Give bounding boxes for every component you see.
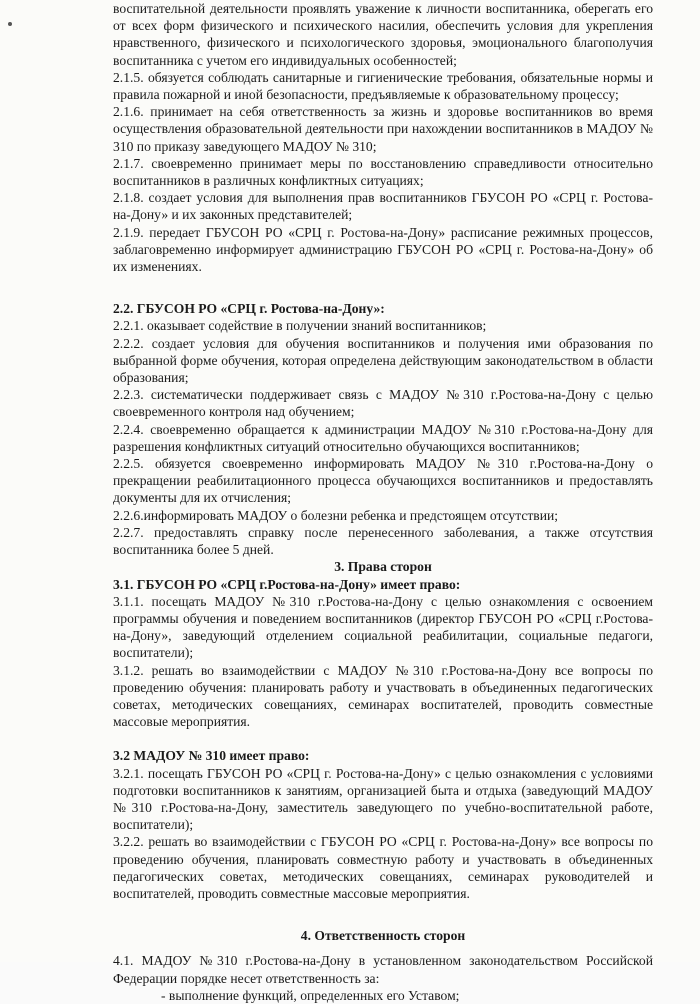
paragraph-2-2-4: 2.2.4. своевременно обращается к администрации МАДОУ №310 г.Ростова-на-Дону для разрешения конфликтных ситуаций относительно обучающихся воспитанников;: [113, 421, 653, 454]
section-4-title: 4. Ответственность сторон: [300, 928, 466, 944]
paragraph-intro: воспитательной деятельности проявлять уважение к личности воспитанника, оберегать его от всех форм физического и психического насилия, обеспечить условия для укрепления нравственного, физического и психологического здоровья, эмоционального благополучия воспитанника с учетом его индивидуальных особенностей;: [113, 1, 653, 68]
paragraph-3-2-1: 3.2.1. посещать ГБУСОН РО «СРЦ г. Ростова-на-Дону» с целью ознакомления с условиями подготовки воспитанников к занятиям, организацией быта и отдыха (заведующий МАДОУ №310 г.Ростова-на-Дону, заместитель заведующего по учебно-воспитательной работе, воспитатели);: [113, 765, 653, 833]
paragraph-4-1: 4.1. МАДОУ №310 г.Ростова-на-Дону в установленном законодательством Российской Федерации порядке несет ответственность за:: [113, 953, 653, 986]
spacer: [113, 902, 653, 919]
spacer: [113, 919, 653, 927]
paragraph-2-1-5: 2.1.5. обязуется соблюдать санитарные и гигиенические требования, обязательные нормы и правила пожарной и иной безопасности, предъявляемые к образовательному процессу;: [113, 69, 653, 103]
section-3-title: 3. Права сторон: [334, 559, 432, 575]
spacer: [113, 730, 653, 747]
paragraph-3-1-1: 3.1.1. посещать МАДОУ №310 г.Ростова-на-Дону с целью ознакомления с освоением программы обучения и поведением воспитанников (директор ГБУСОН РО «СРЦ г.Ростова-на-Дону», заведующий отделением социальной реабилитации, социальные педагоги, воспитатели);: [113, 593, 653, 661]
paragraph-2-1-6: 2.1.6. принимает на себя ответственность за жизнь и здоровье воспитанников во время осуществления образовательной деятельности при нахождении воспитанников в МАДОУ № 310 по приказу заведующего МАДОУ № 310;: [113, 104, 653, 154]
spacer: [113, 292, 653, 300]
paragraph-2-2-6: 2.2.6.информировать МАДОУ о болезни ребенка и предстоящем отсутствии;: [113, 507, 559, 523]
section-2-2-heading: 2.2. ГБУСОН РО «СРЦ г. Ростова-на-Дону»:: [113, 301, 385, 317]
paragraph-2-2-5: 2.2.5. обязуется своевременно информировать МАДОУ №310 г.Ростова-на-Дону о прекращении реабилитационного процесса обучающихся воспитанников и предоставлять документы для их отчисления;: [113, 456, 653, 506]
paragraph-3-2-2: 3.2.2. решать во взаимодействии с ГБУСОН РО «СРЦ г. Ростова-на-Дону» все вопросы по проведению обучения, планировать совместную работу и участвовать в объединенных педагогических советах, методических совещаниях, семинарах руководителей и воспитателей, проводить совместные массовые мероприятия.: [113, 834, 653, 901]
document-body: [113, 0, 653, 1004]
paragraph-2-1-7: 2.1.7. своевременно принимает меры по восстановлению справедливости относительно воспитанников в различных конфликтных ситуациях;: [113, 155, 653, 189]
list-item-functions: - выполнение функций, определенных его Уставом;: [161, 987, 460, 1003]
paragraph-2-2-7: 2.2.7. предоставлять справку после перенесенного заболевания, а также отсутствия воспитанника более 5 дней.: [113, 524, 653, 558]
paragraph-2-1-9: 2.1.9. передает ГБУСОН РО «СРЦ г. Ростова-на-Дону» расписание режимных процессов, заблаговременно информирует администрацию ГБУСОН РО «СРЦ г. Ростова-на-Дону» об их изменениях.: [113, 224, 653, 275]
section-3-2-heading: 3.2 МАДОУ № 310 имеет право:: [113, 748, 310, 764]
spacer: [113, 275, 653, 292]
paragraph-2-1-8: 2.1.8. создает условия для выполнения прав воспитанников ГБУСОН РО «СРЦ г. Ростова-на-Дону» и их законных представителей;: [113, 190, 653, 223]
paragraph-2-2-3: 2.2.3. систематически поддерживает связь с МАДОУ №310 г.Ростова-на-Дону с целью своевременного контроля над обучением;: [113, 387, 653, 420]
paragraph-2-2-1: 2.2.1. оказывает содействие в получении знаний воспитанников;: [113, 318, 487, 334]
paragraph-2-2-2: 2.2.2. создает условия для обучения воспитанников и получения ими образования по выбранной форме обучения, которая определена действующим законодательством в области образования;: [113, 335, 653, 386]
section-3-1-heading: 3.1. ГБУСОН РО «СРЦ г.Ростова-на-Дону» имеет право:: [113, 576, 461, 592]
scan-speck: [8, 22, 12, 26]
paragraph-3-1-2: 3.1.2. решать во взаимодействии с МАДОУ №310 г.Ростова-на-Дону все вопросы по проведению обучения: планировать работу и участвовать в объединенных педагогических советах, методических совещаниях, семинарах воспитателей, проводить совместные массовые мероприятия.: [113, 662, 653, 730]
spacer: [113, 944, 653, 952]
